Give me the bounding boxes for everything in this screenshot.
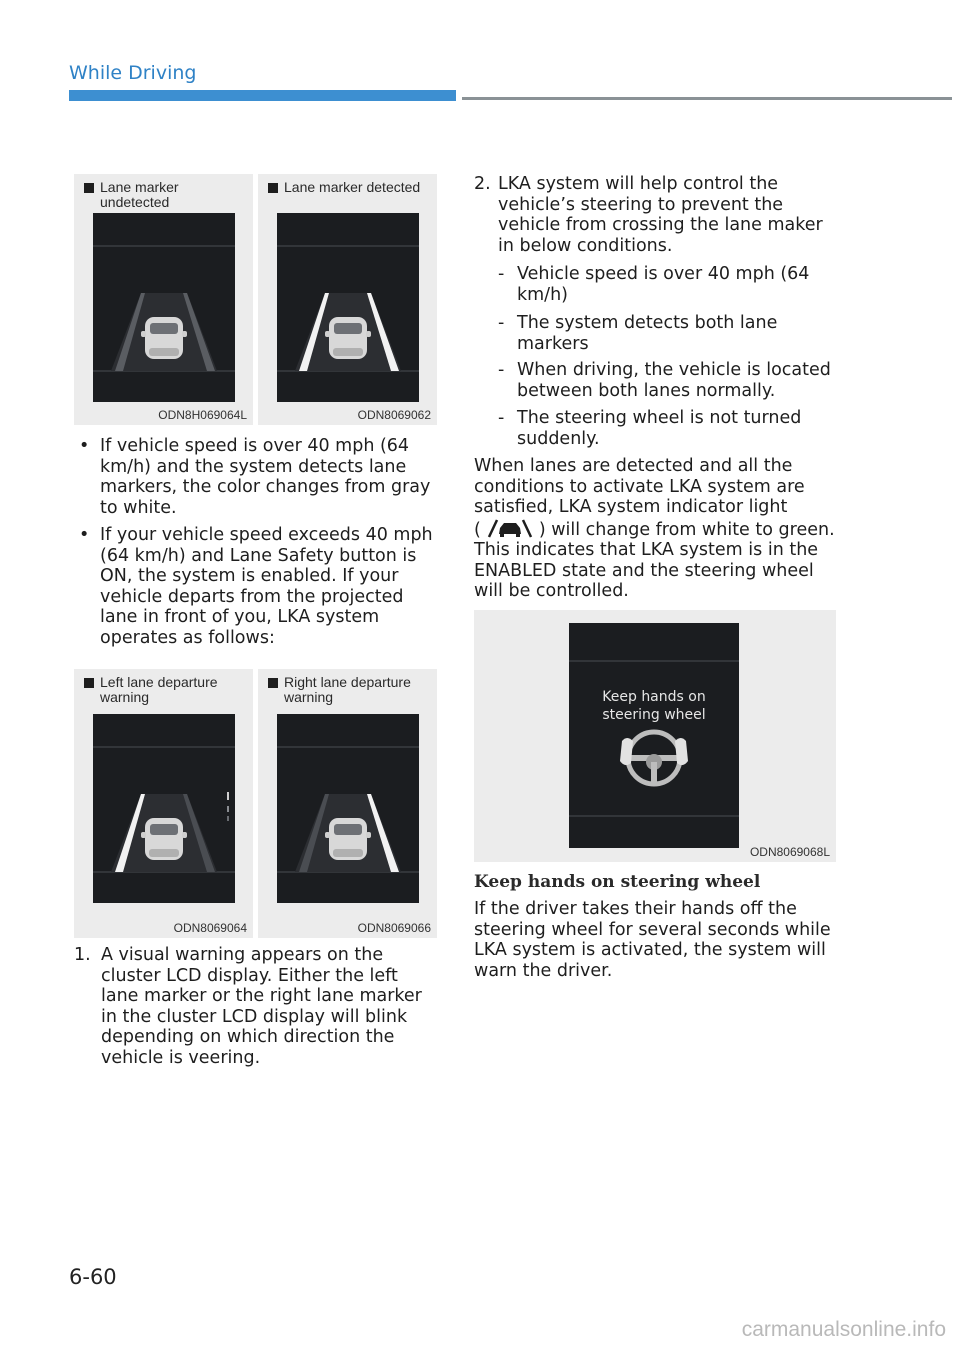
figure-left-departure: [74, 669, 253, 938]
bullet-item: • If vehicle speed is over 40 mph (64 km/h) and the system detects lane markers, the color changes from gray to white.: [79, 436, 431, 518]
figure-caption: Right lane departure warning: [284, 674, 411, 705]
car-icon: [141, 317, 187, 359]
final-paragraph: If the driver takes their hands off the steering wheel for several seconds while LKA system is activated, the system will warn the driver.: [474, 899, 831, 981]
step-text: A visual warning appears on the cluster LCD display. Either the left lane marker or the right lane marker in the cluster LCD display will blink depending on which direction the vehicle is veering.: [101, 945, 422, 1068]
step-number: 2.: [474, 174, 491, 194]
header-rule-gray: [462, 97, 952, 100]
figure-hands-on-warning: [474, 610, 836, 862]
figure-lane-detected: [258, 174, 437, 425]
step-number: 1.: [74, 945, 91, 965]
figure-code: ODN8069068L: [749, 845, 830, 859]
caption-square-icon: [268, 183, 278, 193]
bullet-dot: •: [79, 436, 90, 456]
header-rule-blue: [69, 90, 456, 101]
subheading: Keep hands on steering wheel: [474, 872, 761, 892]
cluster-display: [569, 623, 739, 848]
step-1: [74, 945, 439, 1068]
step-text: LKA system will help control the vehicle’s steering to prevent the vehicle from crossing the lane maker in below conditions.: [498, 174, 823, 256]
figure-caption: Lane marker undetected: [100, 179, 179, 210]
figure-code: ODN8H069064L: [158, 408, 247, 422]
condition-item: - The system detects both lane markers: [498, 313, 778, 354]
condition-item: - Vehicle speed is over 40 mph (64 km/h): [498, 264, 810, 305]
watermark[interactable]: carmanualsonline.info: [741, 1318, 946, 1341]
cluster-display: [277, 213, 419, 402]
caption-square-icon: [268, 678, 278, 688]
condition-item: - The steering wheel is not turned suddenly.: [498, 408, 802, 449]
step-2: [474, 174, 834, 256]
cluster-display: [93, 714, 235, 903]
bullet-dot: •: [79, 525, 90, 545]
figure-code: ODN8069062: [357, 408, 431, 422]
lka-indicator-icon: [481, 518, 539, 538]
caption-square-icon: [84, 678, 94, 688]
page-number: 6-60: [69, 1265, 117, 1289]
cluster-display: [277, 714, 419, 903]
cluster-display: [93, 213, 235, 402]
condition-item: - When driving, the vehicle is located between both lanes normally.: [498, 360, 831, 401]
car-icon: [141, 818, 187, 860]
display-line-2: steering wheel: [602, 707, 706, 723]
section-title: While Driving: [69, 62, 197, 84]
figure-lane-undetected: [74, 174, 253, 425]
car-icon: [325, 317, 371, 359]
caption-square-icon: [84, 183, 94, 193]
figure-caption: Lane marker detected: [284, 179, 421, 195]
display-line-1: Keep hands on: [602, 689, 706, 705]
figure-right-departure: [258, 669, 437, 938]
car-icon: [325, 818, 371, 860]
figure-caption: Left lane departure warning: [100, 674, 218, 705]
lka-indicator-paragraph: When lanes are detected and all the conditions to activate LKA system are satisfied, LKA system indicator light ( ) will change from white to green. This indicates that LKA system is in the ENABLED state and the steering wheel will be controlled.: [474, 456, 835, 601]
bullet-item: • If your vehicle speed exceeds 40 mph (64 km/h) and Lane Safety button is ON, the system is enabled. If your vehicle departs from the projected lane in front of you, LKA system operates as follows:: [79, 525, 433, 648]
figure-code: ODN8069066: [357, 921, 431, 935]
figure-code: ODN8069064: [173, 921, 247, 935]
